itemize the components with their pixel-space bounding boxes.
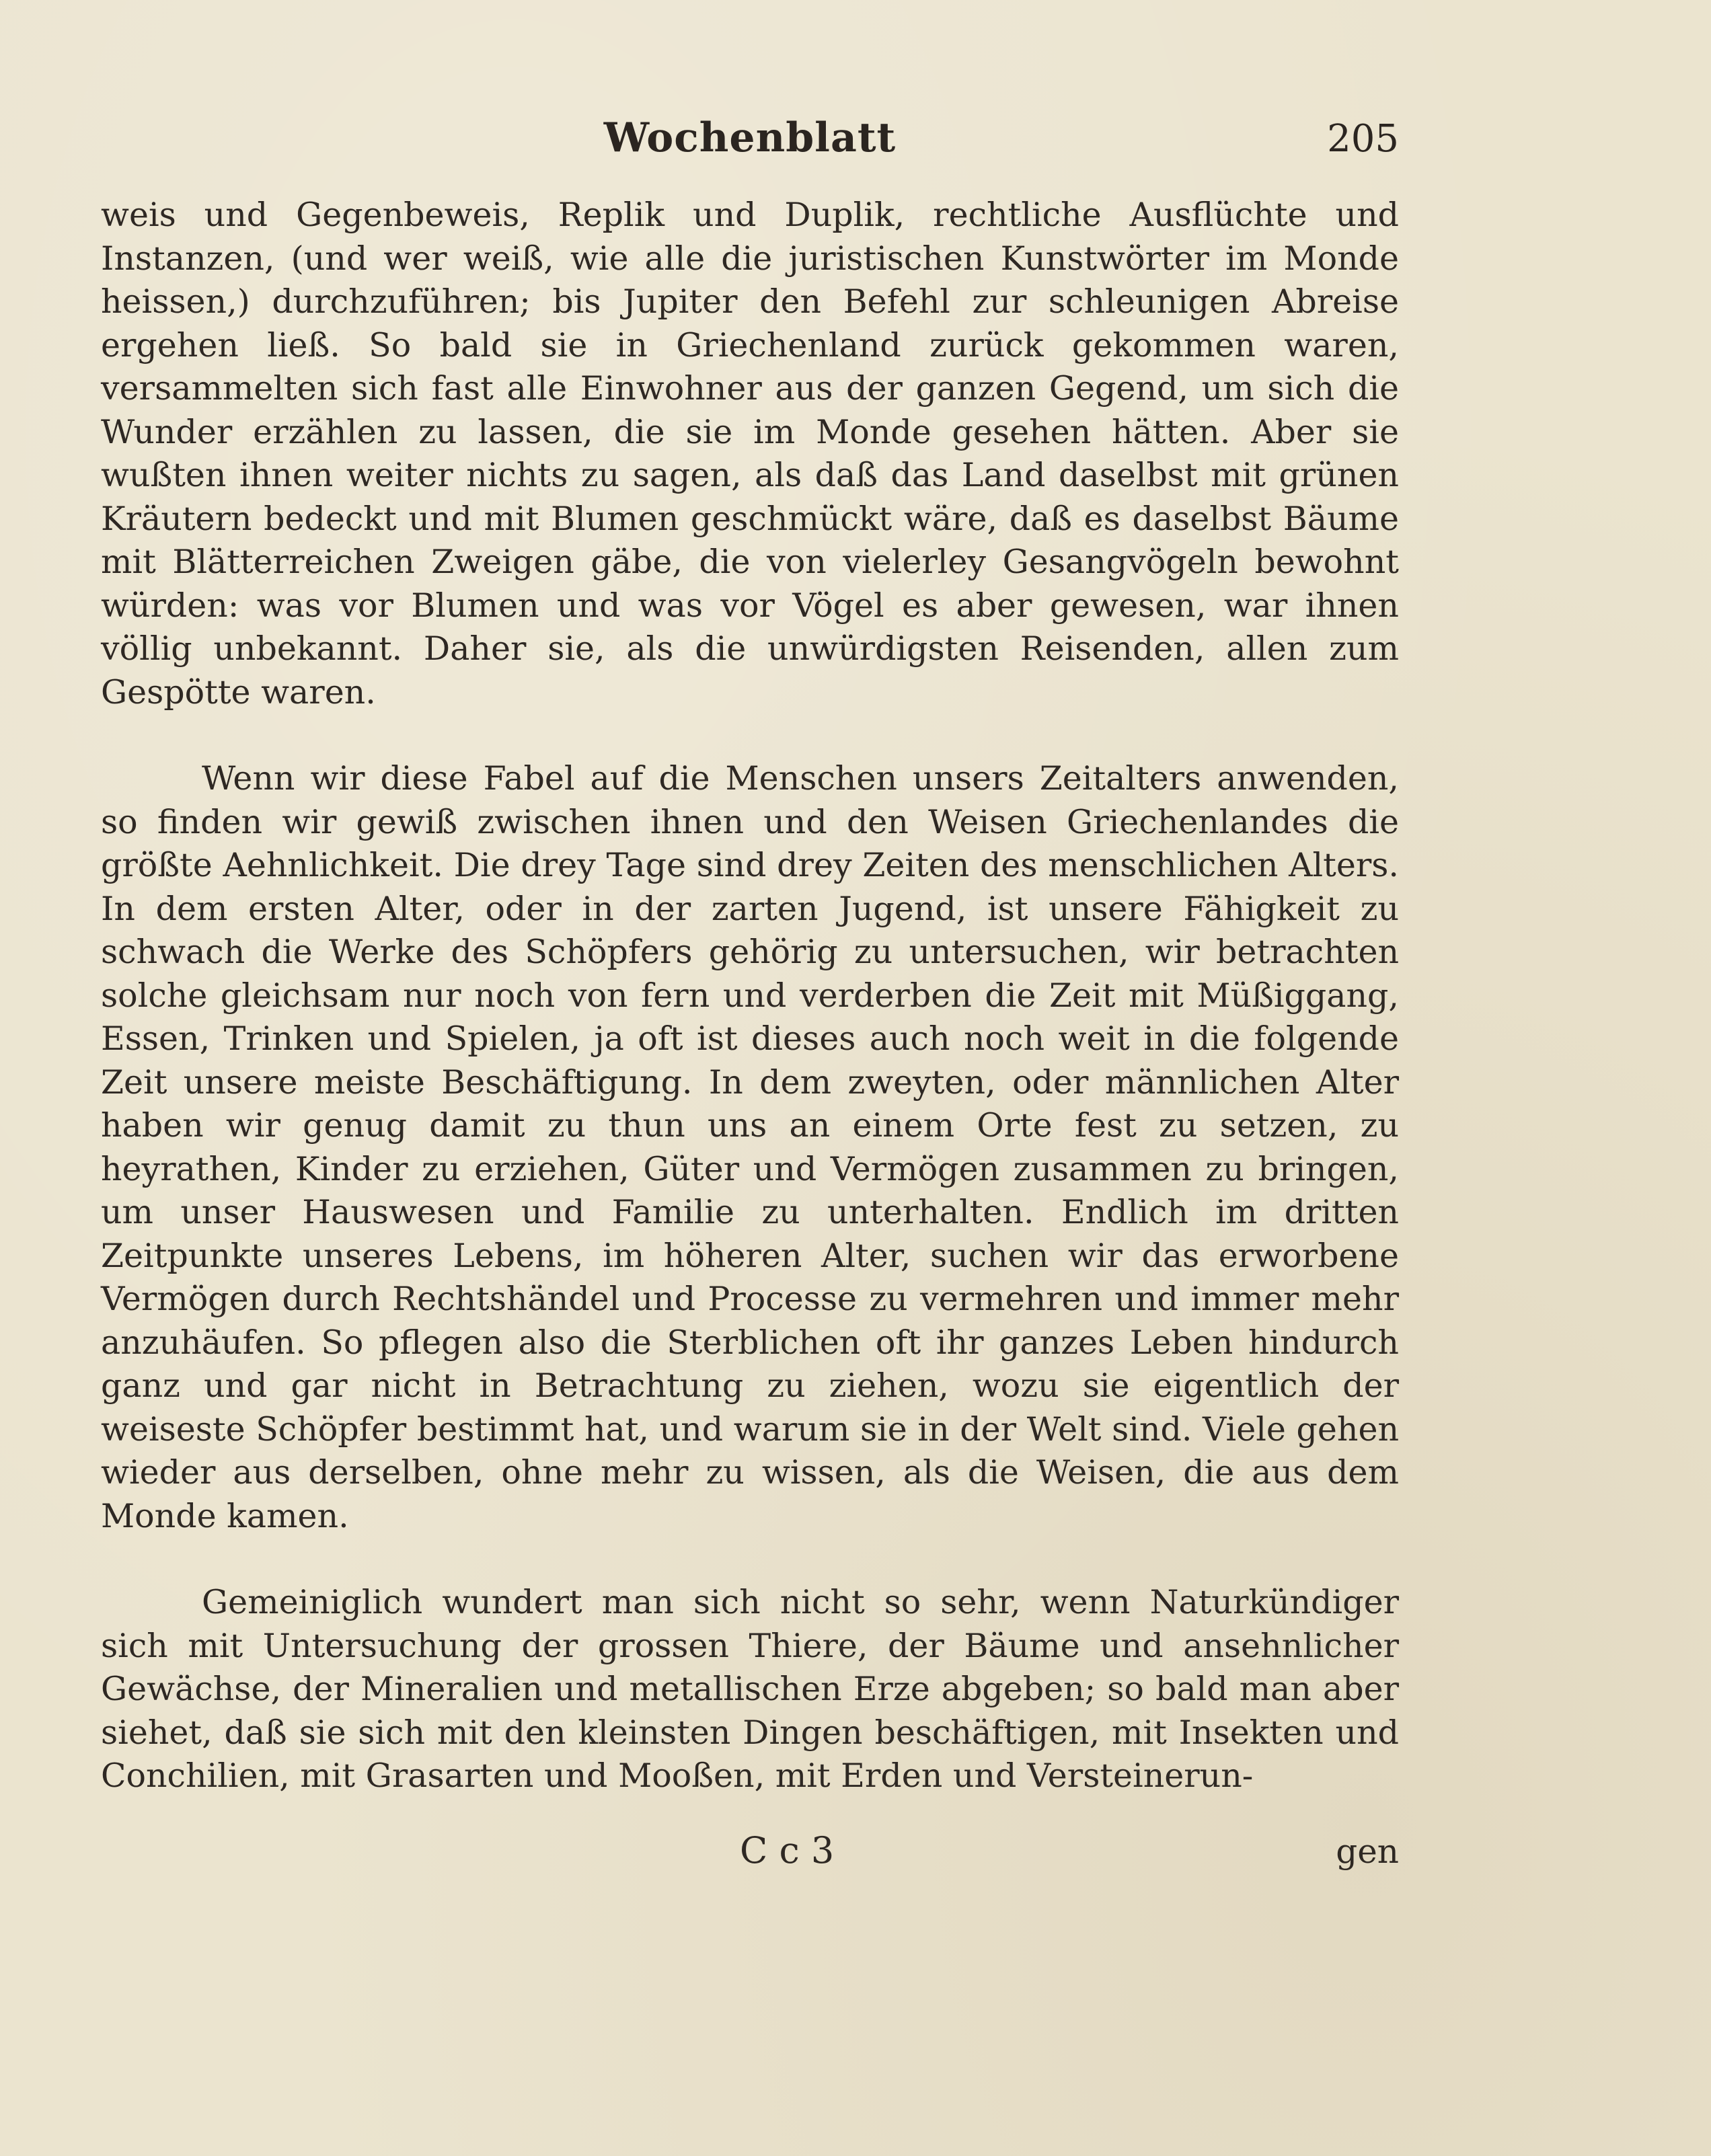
catchword: gen [1336,1832,1399,1871]
signature-mark: C c 3 [740,1829,835,1872]
page-footer [101,1829,1399,1883]
paragraph-3: Gemeiniglich wundert man sich nicht so sehr, wenn Naturkündiger sich mit Untersuchung der grossen Thiere, der Bäume und ansehnlicher Gewächse, der Mineralien und metallischen Erze abgeben; so bald man aber siehet, daß sie sich mit den kleinsten Dingen beschäftigen, mit Insekten und Conchilien, mit Grasarten und Mooßen, mit Erden und Versteinerun- [101,1583,1399,1795]
paragraph-1: weis und Gegenbeweis, Replik und Duplik, rechtliche Ausflüchte und Instanzen, (und wer weiß, wie alle die juristischen Kunstwörter im Monde heissen,) durchzuführen; bis Jupiter den Befehl zur schleunigen Abreise ergehen ließ. So bald sie in Griechenland zurück gekommen waren, versammelten sich fast alle Einwohner aus der ganzen Gegend, um sich die Wunder erzählen zu lassen, die sie im Monde gesehen hätten. Aber sie wußten ihnen weiter nichts zu sagen, als daß das Land daselbst mit grünen Kräutern bedeckt und mit Blumen geschmückt wäre, daß es daselbst Bäume mit Blätterreichen Zweigen gäbe, die von vielerley Gesangvögeln bewohnt würden: was vor Blumen und was vor Vögel es aber gewesen, war ihnen völlig unbekannt. Daher sie, als die unwürdigsten Reisenden, allen zum Gespötte waren. [101,196,1399,711]
page-header [101,114,1399,175]
running-title: Wochenblatt [603,114,897,161]
page-number: 205 [1327,117,1399,161]
paragraph-2: Wenn wir diese Fabel auf die Menschen unsers Zeitalters anwenden, so finden wir gewiß zwischen ihnen und den Weisen Griechenlandes die größte Aehnlichkeit. Die drey Tage sind drey Zeiten des menschlichen Alters. In dem ersten Alter, oder in der zarten Jugend, ist unsere Fähigkeit zu schwach die Werke des Schöpfers gehörig zu untersuchen, wir betrachten solche gleichsam nur noch von fern und verderben die Zeit mit Müßiggang, Essen, Trinken und Spielen, ja oft ist dieses auch noch weit in die folgende Zeit unsere meiste Beschäftigung. In dem zweyten, oder männlichen Alter haben wir genug damit zu thun uns an einem Orte fest zu setzen, zu heyrathen, Kinder zu erziehen, Güter und Vermögen zusammen zu bringen, um unser Hauswesen und Familie zu unterhalten. Endlich im dritten Zeitpunkte unseres Lebens, im höheren Alter, suchen wir das erworbene Vermögen durch Rechtshändel und Processe zu vermehren und immer mehr anzuhäufen. So pflegen also die Sterblichen oft ihr ganzes Leben hindurch ganz und gar nicht in Betrachtung zu ziehen, wozu sie eigentlich der weiseste Schöpfer bestimmt hat, und warum sie in der Welt sind. Viele gehen wieder aus derselben, ohne mehr zu wissen, als die Weisen, die aus dem Monde kamen. [101,759,1399,1535]
body-text [101,194,1399,1798]
